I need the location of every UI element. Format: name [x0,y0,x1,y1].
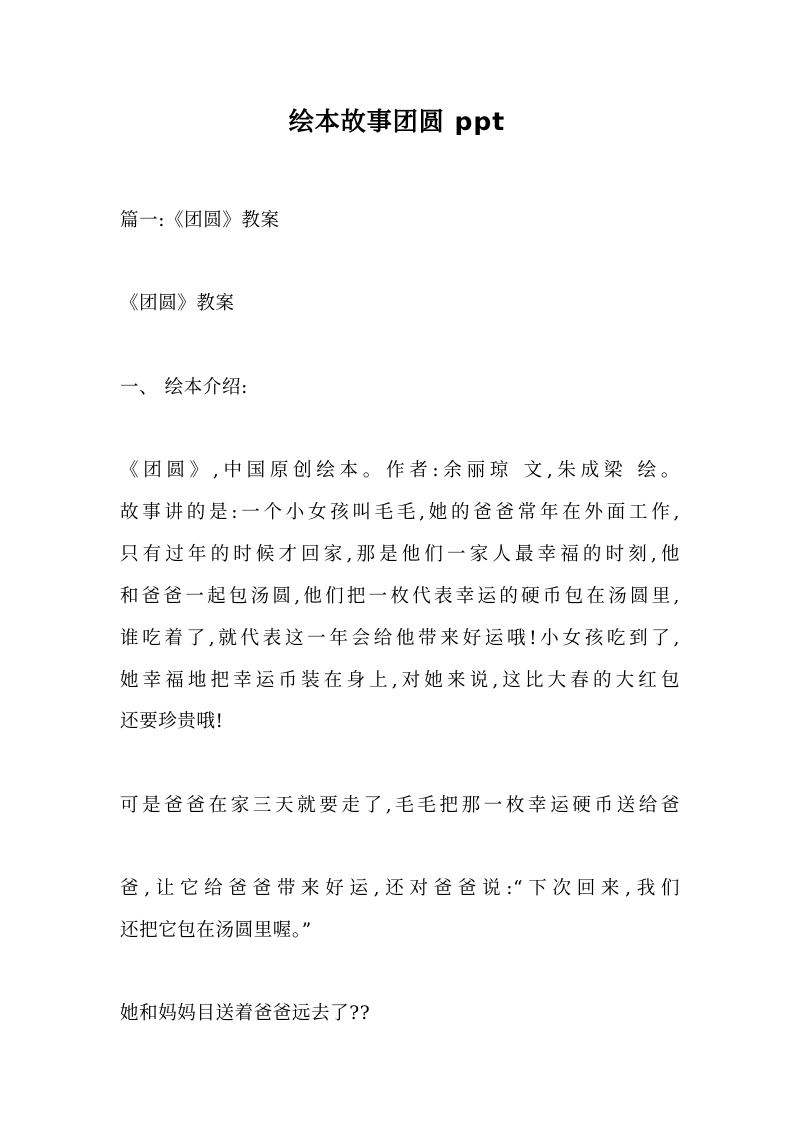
paragraph-4-line-1: 她和妈妈目送着爸爸远去了?? [120,1003,371,1024]
intro-line-1: 《团圆》,中国原创绘本。作者:余丽琼 文,朱成梁 绘。 [120,460,680,481]
intro-line-7: 还要珍贵哦! [120,711,224,732]
intro-line-2: 故事讲的是:一个小女孩叫毛毛,她的爸爸常年在外面工作, [120,502,680,523]
paragraph-2-line-1: 可是爸爸在家三天就要走了,毛毛把那一枚幸运硬币送给爸 [120,795,680,816]
subheading: 《团圆》教案 [120,293,235,314]
intro-line-5: 谁吃着了,就代表这一年会给他带来好运哦!小女孩吃到了, [120,628,680,649]
intro-line-6: 她幸福地把幸运币装在身上,对她来说,这比大春的大红包 [120,670,680,691]
document-title: 绘本故事团圆 ppt [288,107,506,136]
intro-line-3: 只有过年的时候才回家,那是他们一家人最幸福的时刻,他 [120,544,680,565]
paragraph-3-line-1: 爸,让它给爸爸带来好运,还对爸爸说:“下次回来,我们 [120,878,680,899]
intro-line-4: 和爸爸一起包汤圆,他们把一枚代表幸运的硬币包在汤圆里, [120,586,680,607]
part-heading: 一、 绘本介绍: [120,377,248,398]
section-heading: 篇一:《团圆》教案 [120,210,280,231]
paragraph-3-line-2: 还把它包在汤圆里喔。” [120,920,312,941]
